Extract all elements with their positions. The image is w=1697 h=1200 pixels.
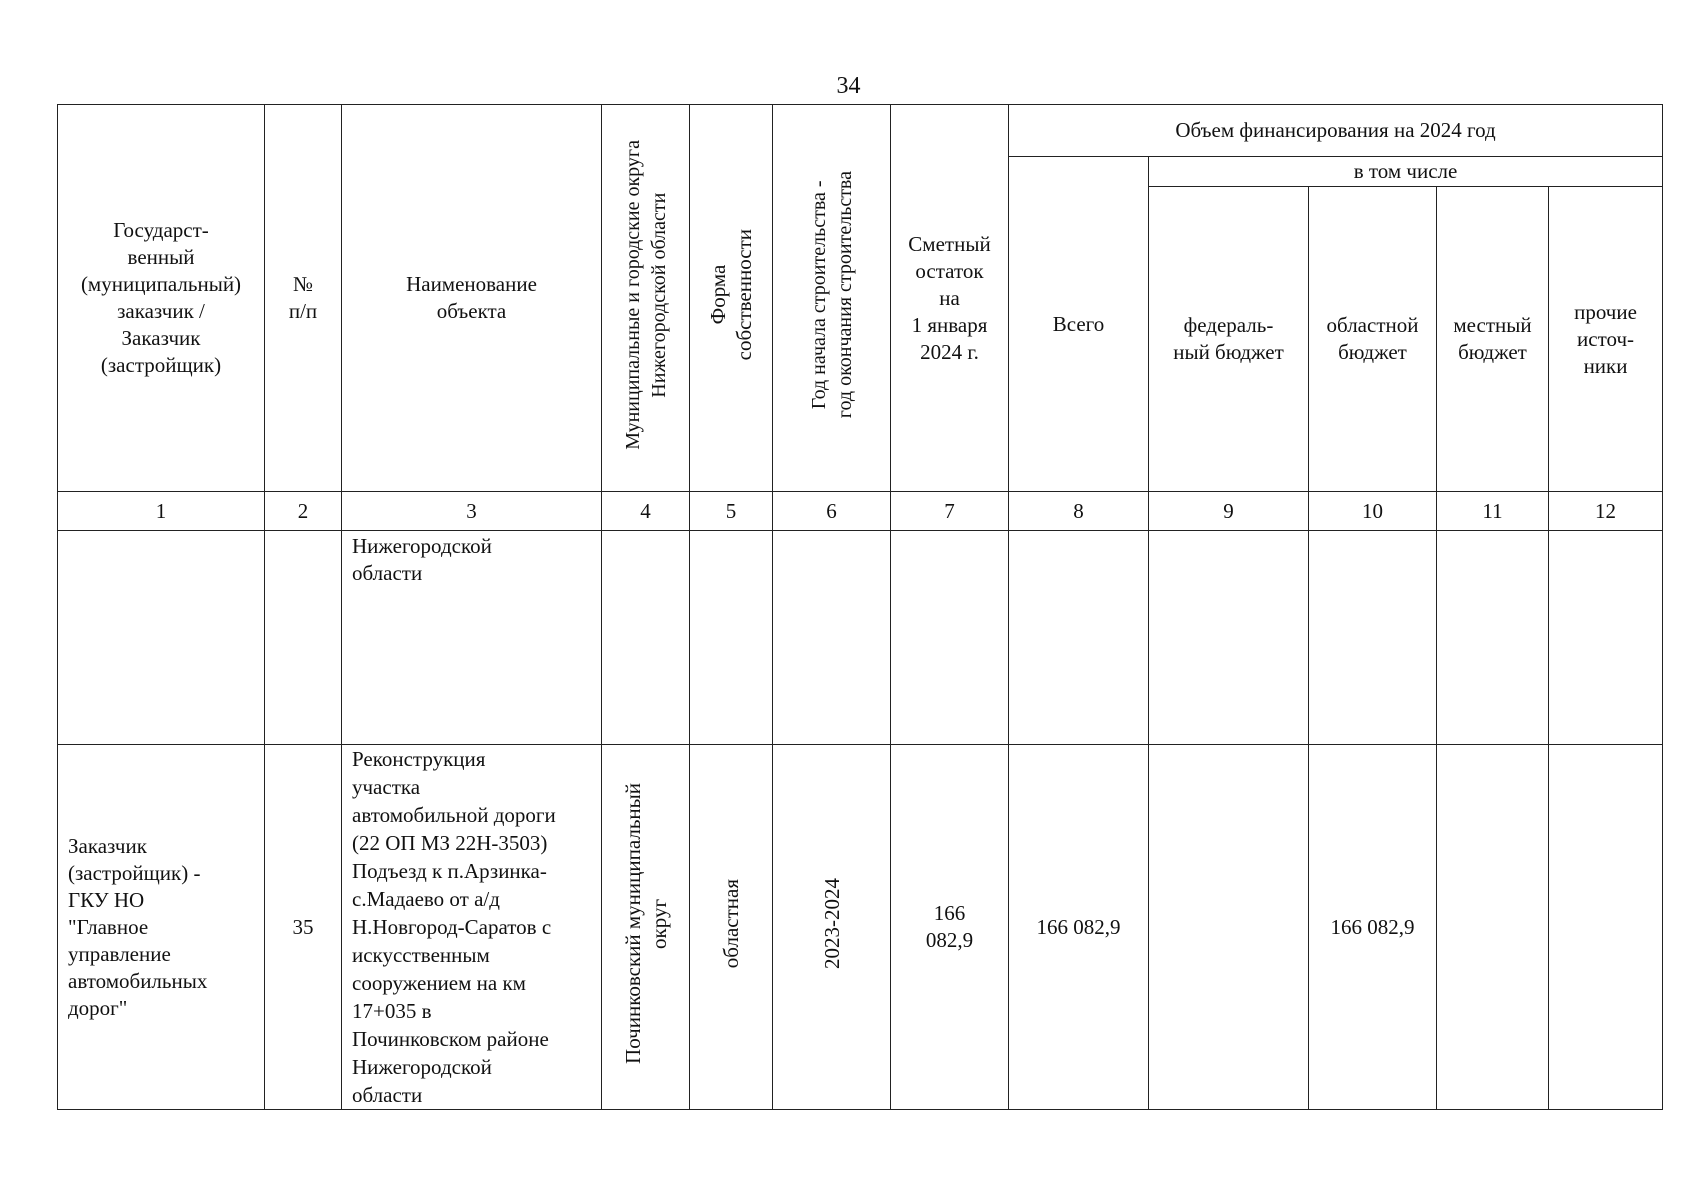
table-row xyxy=(58,531,1663,745)
cell-other xyxy=(1549,745,1663,1110)
cell-customer xyxy=(58,531,265,745)
header-ownership: Форма собственности xyxy=(690,105,773,492)
cell-local xyxy=(1437,531,1549,745)
cell-object-name: Реконструкция участка автомобильной дороги (22 ОП МЗ 22Н-3503) Подъезд к п.Арзинка- с.Мадаево от а/д Н.Новгород-Саратов с искусственным сооружением на км 17+035 в Починковском районе Нижегородской области xyxy=(342,745,602,1110)
column-number: 7 xyxy=(891,492,1009,531)
cell-regional xyxy=(1309,531,1437,745)
header-other: прочие источ- ники xyxy=(1549,187,1663,492)
column-number: 3 xyxy=(342,492,602,531)
header-number: № п/п xyxy=(265,105,342,492)
cell-number xyxy=(265,531,342,745)
header-years: Год начала строительства - год окончания строительства xyxy=(773,105,891,492)
cell-estimate: 166 082,9 xyxy=(891,745,1009,1110)
header-total: Всего xyxy=(1009,157,1149,492)
cell-customer: Заказчик (застройщик) - ГКУ НО "Главное управление автомобильных дорог" xyxy=(58,745,265,1110)
column-number: 11 xyxy=(1437,492,1549,531)
cell-ownership: областная xyxy=(690,745,773,1110)
table-row xyxy=(58,745,1663,1110)
header-object-name: Наименование объекта xyxy=(342,105,602,492)
header-federal: федераль- ный бюджет xyxy=(1149,187,1309,492)
header-estimate: Сметный остаток на 1 января 2024 г. xyxy=(891,105,1009,492)
cell-municipal xyxy=(602,531,690,745)
cell-regional: 166 082,9 xyxy=(1309,745,1437,1110)
column-number: 10 xyxy=(1309,492,1437,531)
cell-municipal: Починковский муниципальный округ xyxy=(602,745,690,1110)
column-number: 5 xyxy=(690,492,773,531)
cell-total xyxy=(1009,531,1149,745)
cell-local xyxy=(1437,745,1549,1110)
cell-years: 2023-2024 xyxy=(773,745,891,1110)
column-number: 2 xyxy=(265,492,342,531)
header-row-1 xyxy=(58,105,1663,157)
cell-total: 166 082,9 xyxy=(1009,745,1149,1110)
cell-object-name: Нижегородской области xyxy=(342,531,602,745)
column-number: 6 xyxy=(773,492,891,531)
column-number: 12 xyxy=(1549,492,1663,531)
cell-number: 35 xyxy=(265,745,342,1110)
column-number: 4 xyxy=(602,492,690,531)
cell-other xyxy=(1549,531,1663,745)
header-local: местный бюджет xyxy=(1437,187,1549,492)
cell-ownership xyxy=(690,531,773,745)
header-customer: Государст- венный (муниципальный) заказчик / Заказчик (застройщик) xyxy=(58,105,265,492)
cell-estimate xyxy=(891,531,1009,745)
page-number: 34 xyxy=(836,73,861,99)
header-including: в том числе xyxy=(1149,157,1663,187)
header-regional: областной бюджет xyxy=(1309,187,1437,492)
cell-federal xyxy=(1149,531,1309,745)
column-number: 9 xyxy=(1149,492,1309,531)
cell-federal xyxy=(1149,745,1309,1110)
header-municipal: Муниципальные и городские округа Нижегородской области xyxy=(602,105,690,492)
cell-years xyxy=(773,531,891,745)
financing-table xyxy=(57,104,1663,1110)
header-financing: Объем финансирования на 2024 год xyxy=(1009,105,1663,157)
column-number-row xyxy=(58,492,1663,531)
column-number: 1 xyxy=(58,492,265,531)
column-number: 8 xyxy=(1009,492,1149,531)
